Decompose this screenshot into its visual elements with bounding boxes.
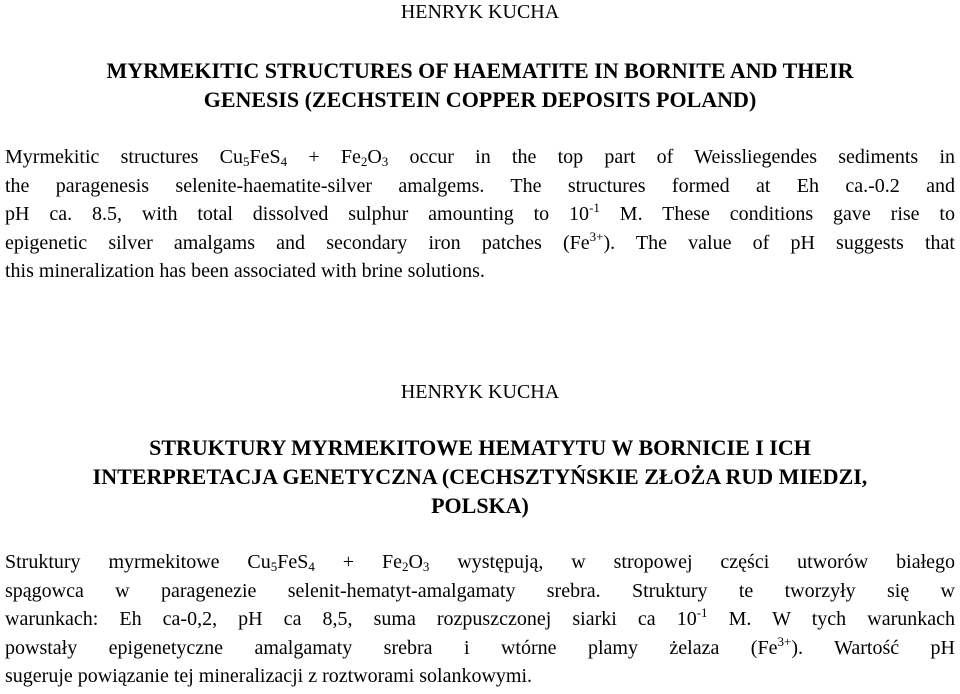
abstract-line: epigenetic silver amalgams and secondary iron patches $(Fe^{3+})$. The value of pH suggests that bbox=[5, 228, 955, 254]
abstract-en bbox=[5, 143, 955, 286]
abstract-line: Myrmekitic structures $Cu_5FeS_4 + Fe_2O_3$ occur in the top part of Weissliegendes sediments in bbox=[5, 146, 955, 169]
title-line: STRUKTURY MYRMEKITOWE HEMATYTU W BORNICIE I ICH bbox=[149, 435, 811, 460]
abstract-line: the paragenesis selenite-haematite-silver amalgems. The structures formed at Eh ca.-0.2 and bbox=[5, 174, 955, 197]
title-line: GENESIS (ZECHSTEIN COPPER DEPOSITS POLAND) bbox=[203, 87, 757, 112]
abstract-line: this mineralization has been associated with brine solutions. bbox=[5, 260, 485, 282]
abstract-line: warunkach: Eh ca-0,2, pH ca 8,5, suma rozpuszczonej siarki ca $10^{-1}$ M. W tych warunkach bbox=[5, 605, 955, 630]
author-name-pl: HENRYK KUCHA bbox=[400, 381, 560, 403]
abstract-line: sugeruje powiązanie tej mineralizacji z roztworami solankowymi. bbox=[5, 665, 533, 687]
paper-title-pl bbox=[0, 433, 960, 520]
author-name-en: HENRYK KUCHA bbox=[400, 1, 560, 23]
abstract-line: powstały epigenetyczne amalgamaty srebra i wtórne plamy żelaza $(Fe^{3+})$. Wartość pH bbox=[5, 633, 955, 659]
abstract-line: Struktury myrmekitowe $Cu_5FeS_4 + Fe_2O_3$ występują, w stropowej części utworów białego bbox=[5, 551, 956, 574]
abstract-pl bbox=[5, 548, 955, 691]
paper-title-en bbox=[0, 56, 960, 114]
abstract-line: pH ca. 8.5, with total dissolved sulphur amounting to $10^{-1}$ M. These conditions gave rise to bbox=[5, 200, 955, 225]
title-line: POLSKA) bbox=[431, 493, 529, 518]
title-line: MYRMEKITIC STRUCTURES OF HAEMATITE IN BORNITE AND THEIR bbox=[106, 58, 854, 83]
abstract-line: spągowca w paragenezie selenit-hematyt-amalgamaty srebra. Struktury te tworzyły się w bbox=[5, 579, 955, 602]
title-line: INTERPRETACJA GENETYCZNA (CECHSZTYŃSKIE ZŁOŻA RUD MIEDZI, bbox=[92, 464, 868, 489]
